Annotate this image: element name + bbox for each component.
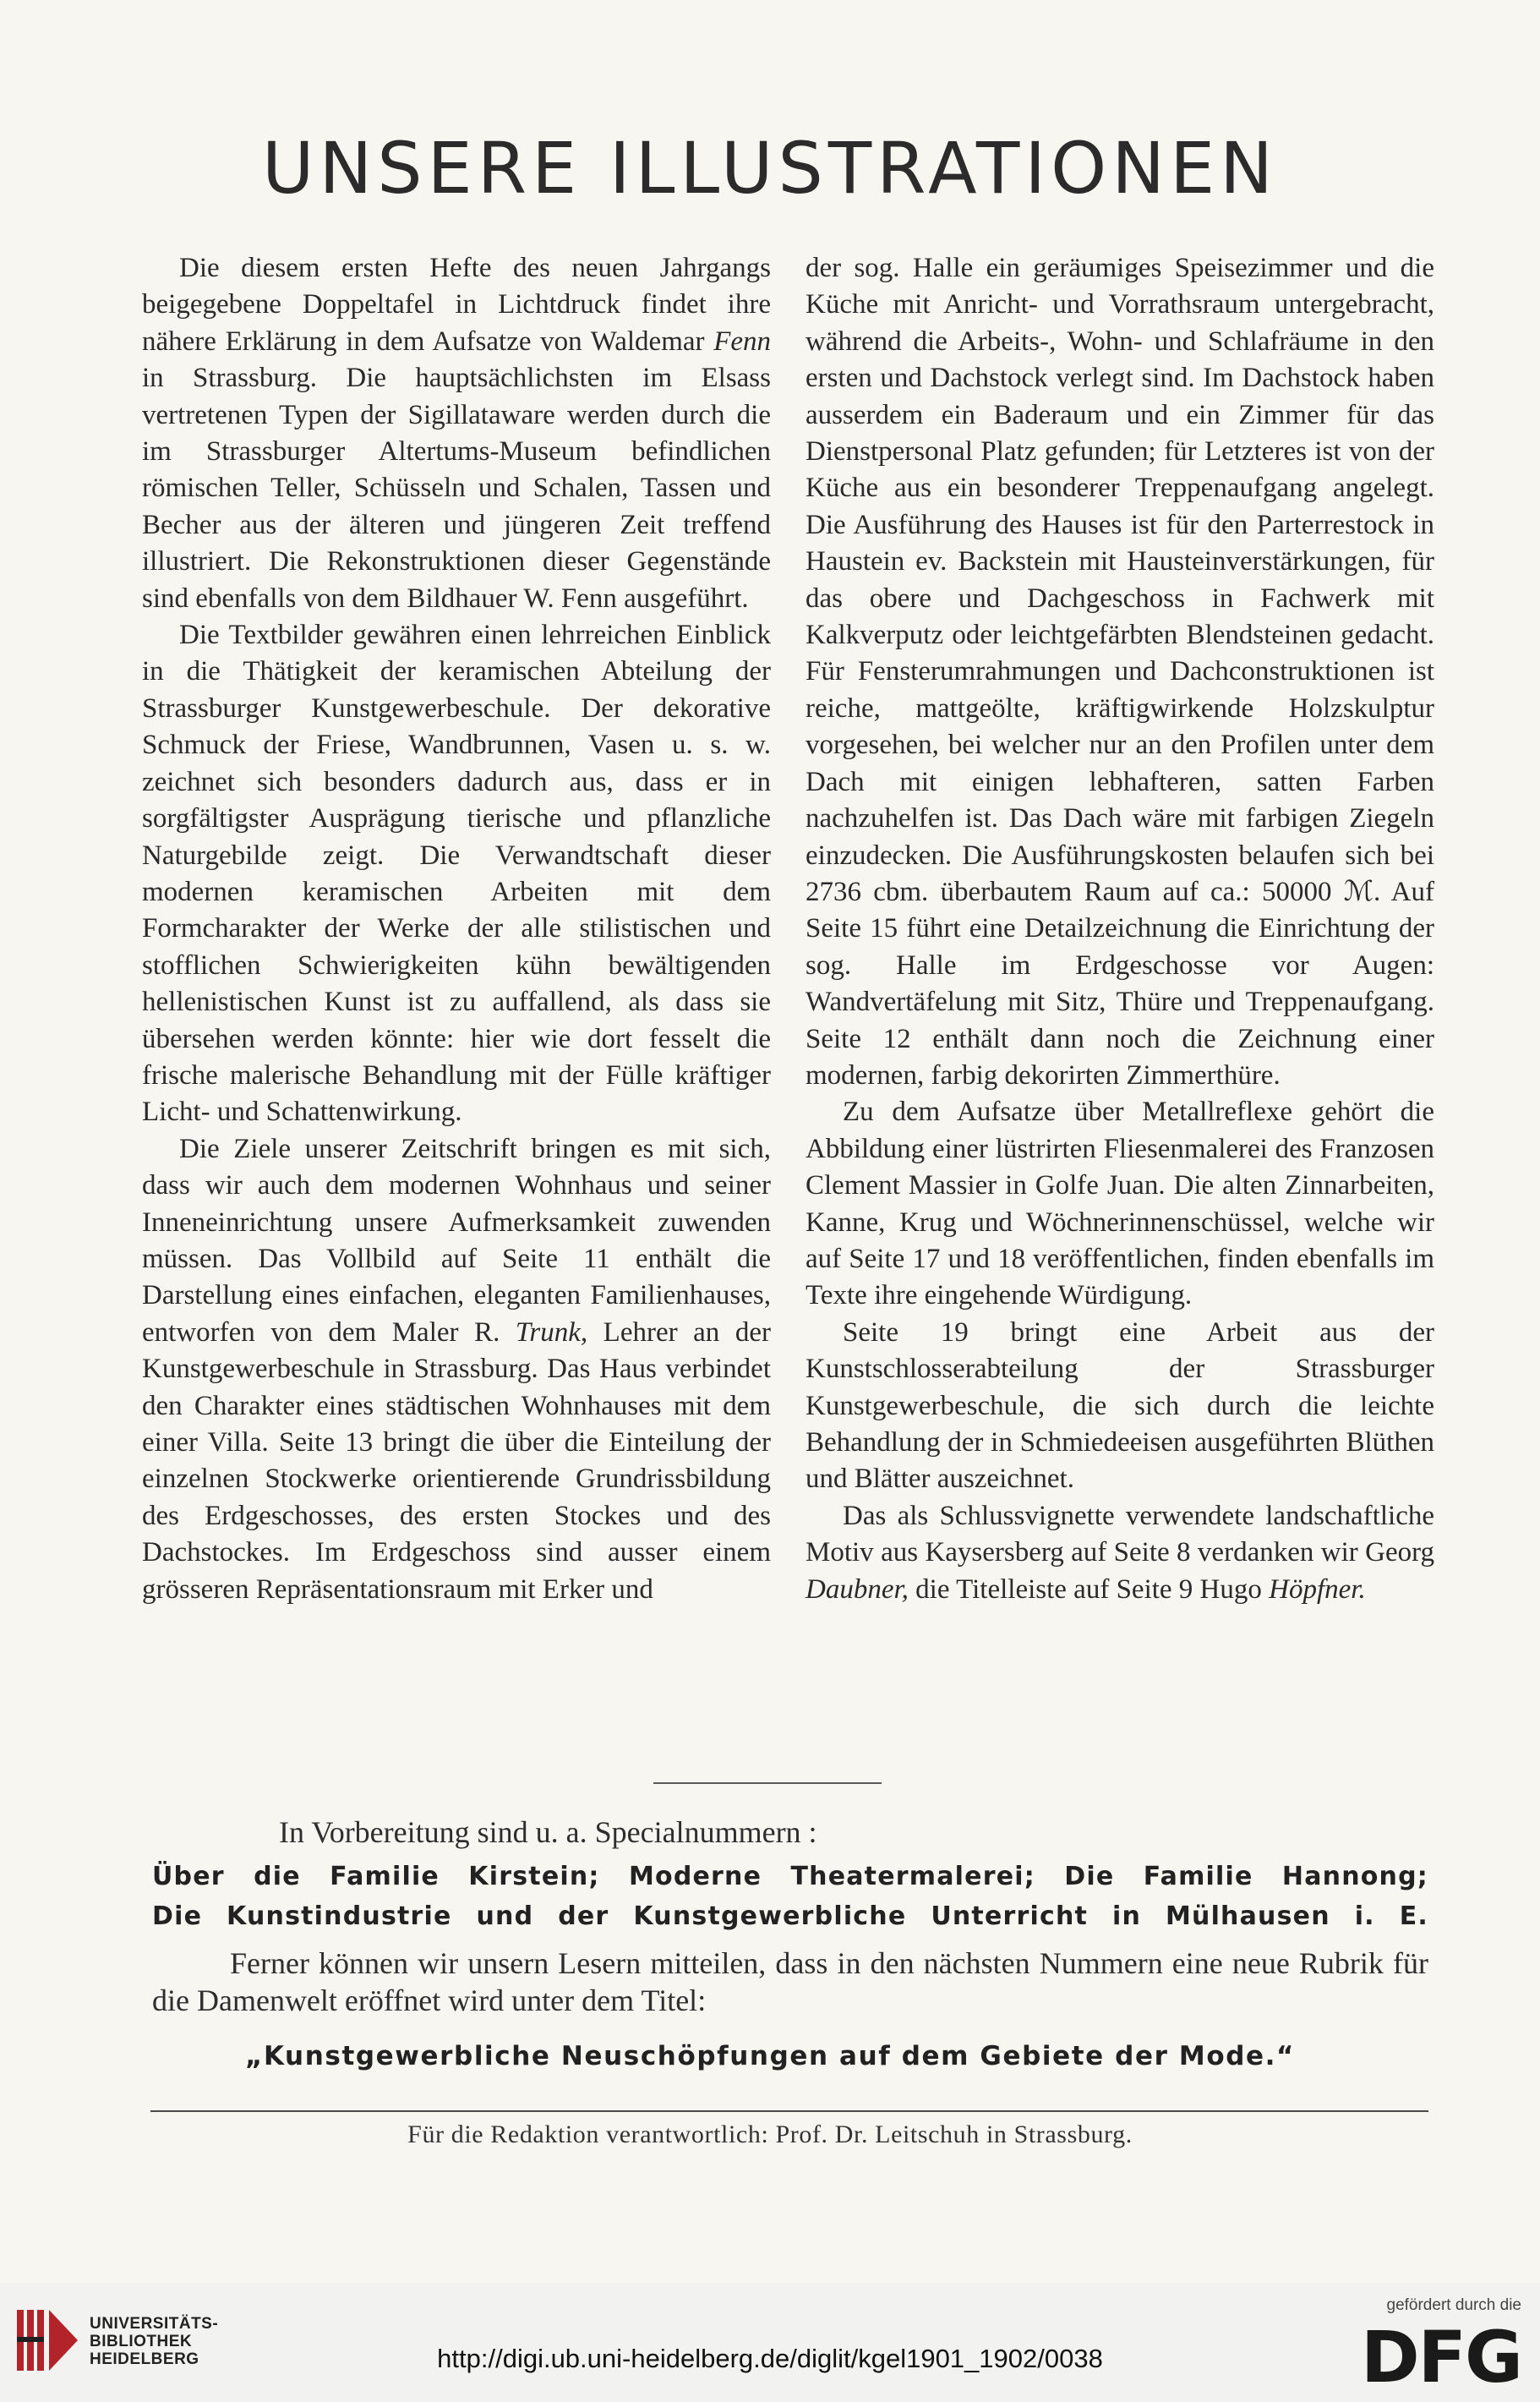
rubric-title: „Kunstgewerbliche Neuschöpfungen auf dem Gebiete der Mode.“: [245, 2041, 1295, 2071]
paragraph: Das als Schlussvignette verwendete landschaftliche Motiv aus Kaysersberg auf Seite 8 verdanken wir Georg Daubner, die Titelleiste auf Seite 9 Hugo Höpfner.: [805, 1500, 1434, 1605]
paragraph: Die Textbilder gewähren einen lehrreichen Einblick in die Thätigkeit der keramischen Abteilung der Strassburger Kunstgewerbeschule. Der dekorative Schmuck der Friese, Wandbrunnen, Vasen u. s. w. zeichnet sich besonders dadurch aus, dass er in sorgfältigster Ausprägung tierische und pflanzliche Naturgebilde zeigt. Die Verwandtschaft dieser modernen keramischen Arbeiten mit dem Formcharakter der Werke der alle stilistischen und stofflichen Schwierigkeiten kühn bewältigenden hellenistischen Kunst ist zu auffallend, als dass sie übersehen werden könnte: hier wie dort fesselt die frische malerische Behandlung mit der Fülle kräftiger Licht- und Schattenwirkung.: [142, 620, 771, 1128]
university-library-name: UNIVERSITÄTS- BIBLIOTHEK HEIDELBERG: [90, 2315, 219, 2368]
text-column-left: [142, 250, 771, 1608]
page-title: UNSERE ILLUSTRATIONEN: [261, 127, 1278, 210]
author-name: Höpfner.: [1269, 1573, 1366, 1605]
author-name: Trunk,: [515, 1316, 588, 1348]
author-name: Daubner,: [805, 1573, 909, 1605]
paragraph: Zu dem Aufsatze über Metallreflexe gehört die Abbildung einer lüstrirten Fliesenmalerei des Franzosen Clement Massier in Golfe Juan. Die alten Zinnarbeiten, Kanne, Krug und Wöchnerinnenschüssel, welche wir auf Seite 17 und 18 veröffentlichen, finden ebenfalls im Texte ihre eingehende Würdigung.: [805, 1097, 1434, 1311]
footer-bar: [0, 2283, 1540, 2402]
special-issues-line: Die Kunstindustrie und der Kunstgewerbliche Unterricht in Mülhausen i. E.: [152, 1901, 1428, 1931]
announcement-intro: In Vorbereitung sind u. a. Specialnummern :: [279, 1815, 817, 1849]
special-issues-line: Über die Familie Kirstein; Moderne Theatermalerei; Die Familie Hannong;: [152, 1862, 1428, 1891]
announcement-text: Ferner können wir unsern Lesern mitteilen, dass in den nächsten Nummern eine neue Rubrik für die Damenwelt eröffnet wird unter dem Titel:: [152, 1946, 1428, 2017]
paragraph: Die diesem ersten Hefte des neuen Jahrgangs beigegebene Doppeltafel in Lichtdruck findet ihre nähere Erklärung in dem Aufsatze von Waldemar Fenn in Strassburg. Die hauptsächlichsten im Elsass vertretenen Typen der Sigillataware werden durch die im Strassburger Altertums-Museum befindlichen römischen Teller, Schüsseln und Schalen, Tassen und Becher aus der älteren und jüngeren Zeit treffend illustriert. Die Rekonstruktionen dieser Gegenstände sind ebenfalls von dem Bildhauer W. Fenn ausgeführt.: [142, 253, 771, 614]
text-column-right: [805, 250, 1434, 1608]
paragraph: Die Ziele unserer Zeitschrift bringen es mit sich, dass wir auch dem modernen Wohnhaus und seiner Inneneinrichtung unsere Aufmerksamkeit zuwenden müssen. Das Vollbild auf Seite 11 enthält die Darstellung eines einfachen, eleganten Familienhauses, entworfen von dem Maler R. Trunk, Lehrer an der Kunstgewerbeschule in Strassburg. Das Haus verbindet den Charakter eines städtischen Wohnhauses mit dem einer Villa. Seite 13 bringt die über die Einteilung der einzelnen Stockwerke orientierende Grundrissbildung des Erdgeschosses, des ersten Stockes und des Dachstockes. Im Erdgeschoss sind ausser einem grösseren Repräsentationsraum mit Erker und: [142, 1133, 771, 1605]
divider: [150, 2110, 1428, 2112]
editor-note: Für die Redaktion verantwortlich: Prof. Dr. Leitschuh in Strassburg.: [407, 2120, 1133, 2148]
author-name: Fenn: [713, 326, 771, 357]
dfg-logo-icon[interactable]: DFG: [1360, 2316, 1521, 2399]
paragraph: Seite 19 bringt eine Arbeit aus der Kunstschlosserabteilung der Strassburger Kunstgewerbeschule, die sich durch die leichte Behandlung der in Schmiedeeisen ausgeführten Blüthen und Blätter auszeichnet.: [805, 1316, 1434, 1495]
paragraph: der sog. Halle ein geräumiges Speisezimmer und die Küche mit Anricht- und Vorrathsraum untergebracht, während die Arbeits-, Wohn- und Schlafräume in den ersten und Dachstock verlegt sind. Im Dachstock haben ausserdem ein Baderaum und ein Zimmer für das Dienstpersonal Platz gefunden; für Letzteres ist von der Küche aus ein besonderer Treppenaufgang angelegt. Die Ausführung des Hauses ist für den Parterrestock in Haustein ev. Backstein mit Hausteinverstärkungen, für das obere und Dachgeschoss in Fachwerk mit Kalkverputz oder leichtgefärbten Blendsteinen gedacht. Für Fensterumrahmungen und Dachconstruktionen ist reiche, mattgeölte, kräftigwirkende Holzskulptur vorgesehen, bei welcher nur an den Profilen unter dem Dach mit einigen lebhafteren, satten Farben nachzuhelfen ist. Das Dach wäre mit farbigen Ziegeln einzudecken. Die Ausführungskosten belaufen sich bei 2736 cbm. überbautem Raum auf ca.: 50000 ℳ. Auf Seite 15 führt eine Detailzeichnung die Einrichtung der sog. Halle im Erdgeschosse vor Augen: Wandvertäfelung mit Sitz, Thüre und Treppenaufgang. Seite 12 enthält dann noch die Zeichnung einer modernen, farbig dekorirten Zimmerthüre.: [805, 253, 1434, 1091]
source-url-link[interactable]: http://digi.ub.uni-heidelberg.de/diglit/kgel1901_1902/0038: [437, 2344, 1103, 2373]
special-issues-list: [152, 1857, 1428, 1936]
dfg-caption: gefördert durch die: [1386, 2296, 1521, 2314]
divider: [653, 1782, 882, 1784]
